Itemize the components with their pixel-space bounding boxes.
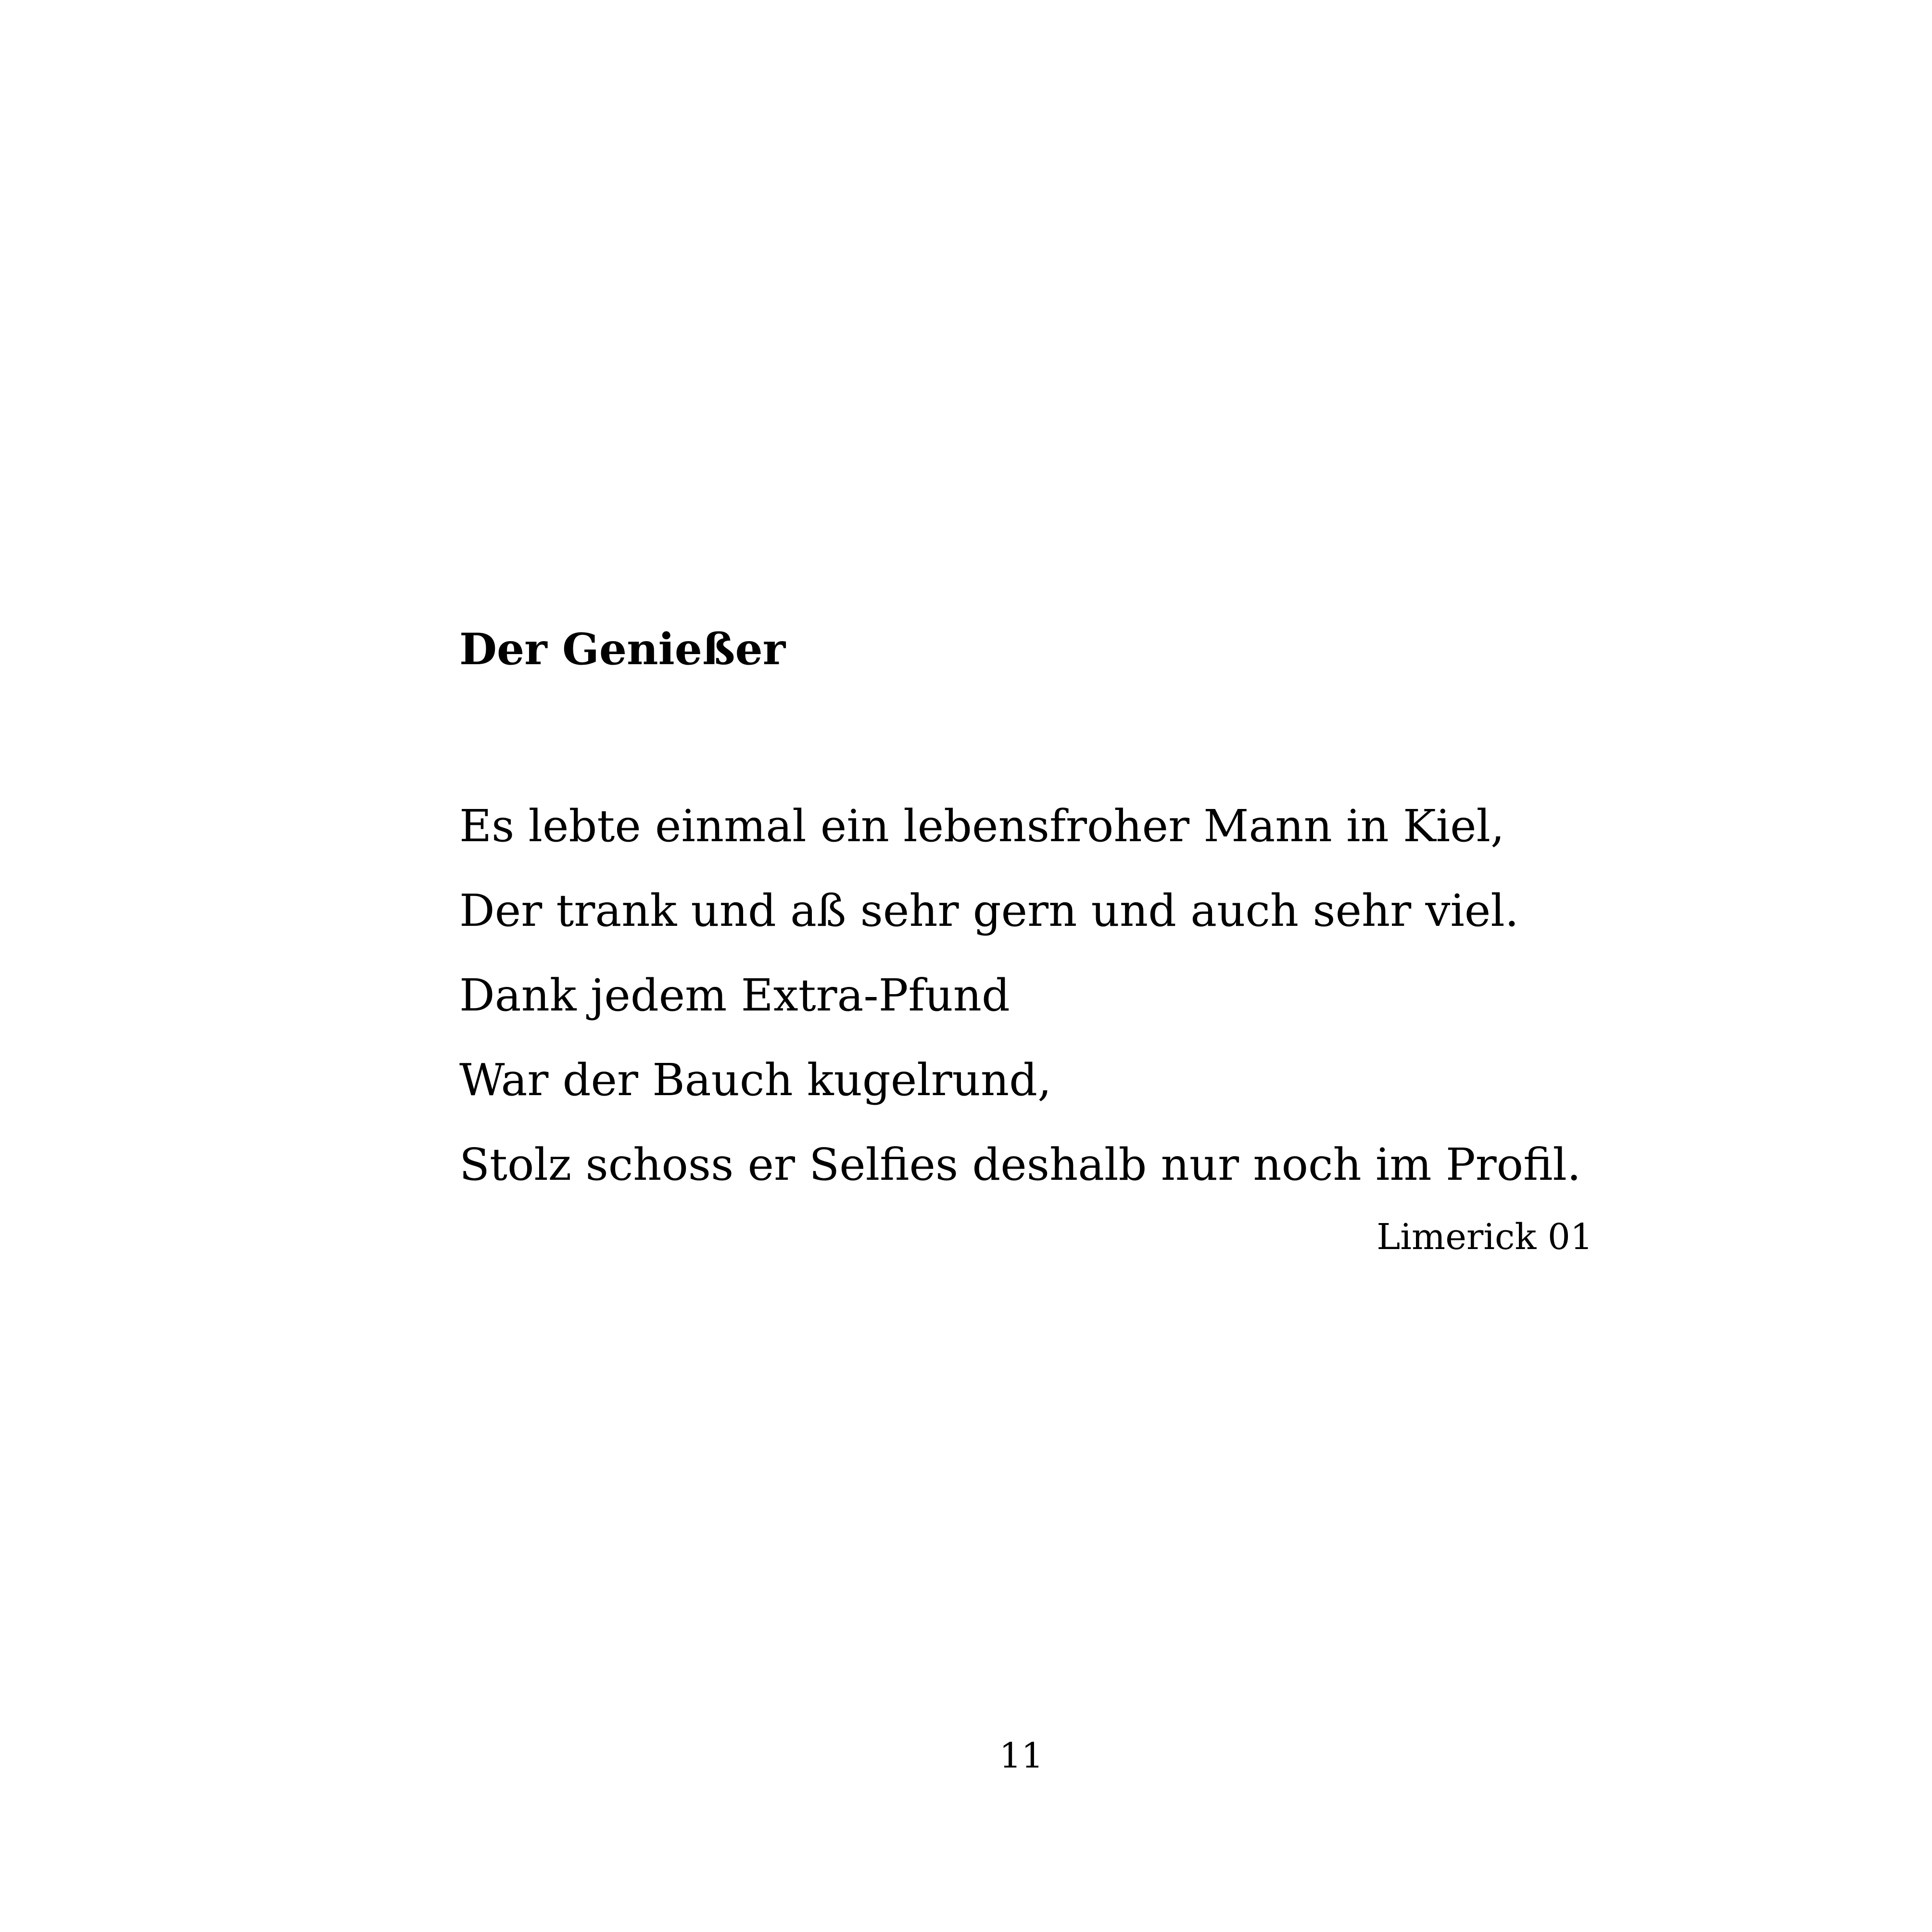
poem-line: Der trank und aß sehr gern und auch sehr viel. [459,885,1519,936]
page-number: 11 [999,1735,1044,1776]
poem-line: Es lebte einmal ein lebensfroher Mann in Kiel, [459,800,1505,852]
poem-line: Stolz schoss er Selfies deshalb nur noch im Profil. [459,1139,1581,1190]
poem-stanza [459,784,1581,1207]
poem-attribution: Limerick 01 [1376,1216,1593,1258]
poem-line: War der Bauch kugelrund, [459,1054,1052,1106]
poem-title: Der Genießer [459,624,786,675]
poem-line: Dank jedem Extra-Pfund [459,970,1010,1021]
